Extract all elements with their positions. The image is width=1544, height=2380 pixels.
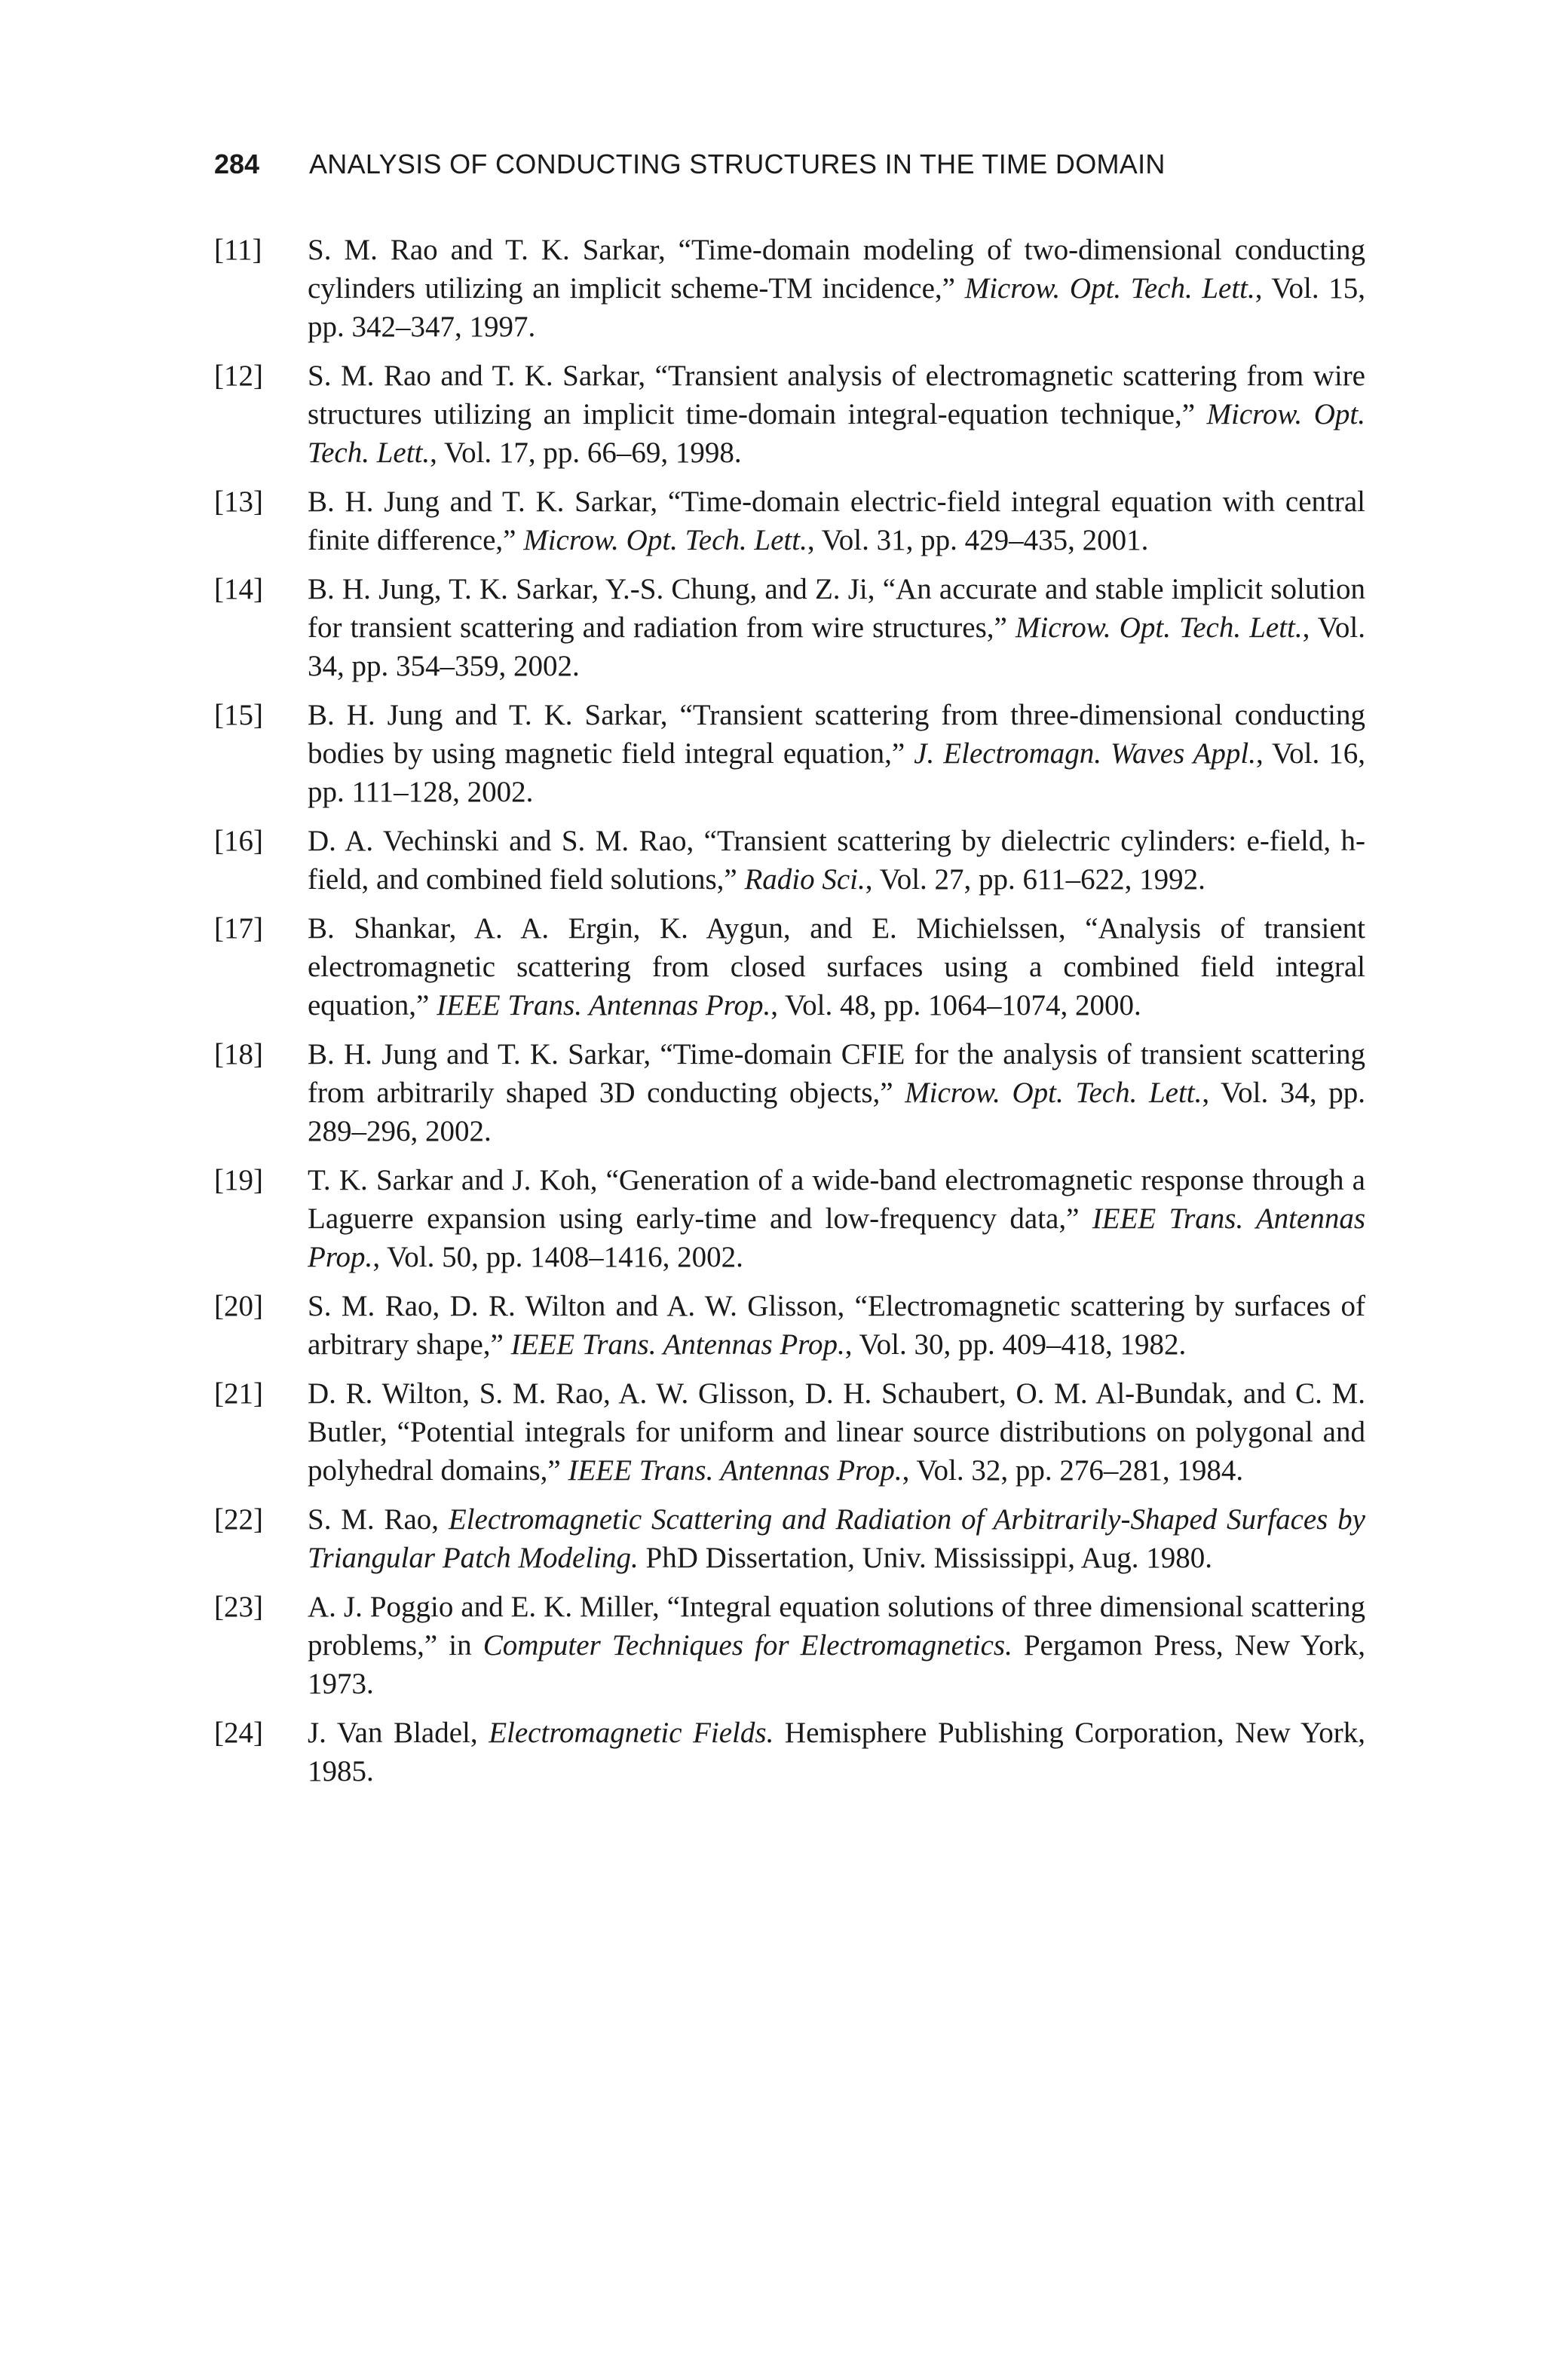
reference-number: [14] xyxy=(214,573,263,605)
reference-text xyxy=(308,909,1365,1025)
reference-number: [13] xyxy=(214,485,263,518)
reference-italic-segment: J. Electromagn. Waves Appl. xyxy=(914,737,1256,770)
reference-entry xyxy=(214,1500,1365,1577)
reference-text xyxy=(308,696,1365,811)
reference-number: [20] xyxy=(214,1290,263,1322)
reference-segment: B. Shankar, A. A. Ergin, K. Aygun, and E. Michielssen, “Analysis of transient electromagnetic scattering from closed surfaces using a combined field integral equation,” xyxy=(308,912,1365,1022)
reference-segment: J. Van Bladel, xyxy=(308,1717,489,1749)
reference-segment: , Vol. 48, pp. 1064–1074, 2000. xyxy=(770,989,1141,1022)
reference-segment: , Vol. 17, pp. 66–69, 1998. xyxy=(430,436,742,469)
reference-italic-segment: Microw. Opt. Tech. Lett. xyxy=(905,1077,1202,1109)
reference-segment: , Vol. 50, pp. 1408–1416, 2002. xyxy=(372,1241,743,1273)
reference-segment: S. M. Rao and T. K. Sarkar, “Time-domain modeling of two-dimensional conducting cylinders utilizing an implicit scheme-TM incidence,” xyxy=(308,234,1365,305)
reference-number: [16] xyxy=(214,825,263,857)
reference-italic-segment: Electromagnetic Fields. xyxy=(489,1717,774,1749)
reference-segment: , Vol. 16, pp. 111–128, 2002. xyxy=(308,737,1365,808)
reference-segment: , Vol. 30, pp. 409–418, 1982. xyxy=(844,1328,1187,1361)
reference-entry xyxy=(214,1588,1365,1703)
reference-text xyxy=(308,1161,1365,1276)
reference-text xyxy=(308,822,1365,899)
reference-entry xyxy=(214,570,1365,685)
reference-text xyxy=(308,231,1365,346)
reference-entry xyxy=(214,1035,1365,1150)
reference-italic-segment: IEEE Trans. Antennas Prop. xyxy=(510,1328,845,1361)
reference-segment: B. H. Jung and T. K. Sarkar, “Time-domain electric-field integral equation with central finite difference,” xyxy=(308,485,1365,556)
reference-entry xyxy=(214,1161,1365,1276)
running-head xyxy=(214,142,1375,187)
reference-segment: PhD Dissertation, Univ. Mississippi, Aug. 1980. xyxy=(638,1542,1213,1574)
page-number: 284 xyxy=(214,149,260,179)
reference-italic-segment: IEEE Trans. Antennas Prop. xyxy=(437,989,771,1022)
reference-segment: B. H. Jung and T. K. Sarkar, “Transient scattering from three-dimensional conducting bodies by using magnetic field integral equation,” xyxy=(308,699,1365,770)
reference-segment: , Vol. 34, pp. 289–296, 2002. xyxy=(308,1077,1365,1147)
reference-entry xyxy=(214,357,1365,472)
reference-text xyxy=(308,357,1365,472)
reference-number: [24] xyxy=(214,1717,263,1749)
reference-italic-segment: Microw. Opt. Tech. Lett. xyxy=(523,524,807,556)
reference-number: [21] xyxy=(214,1377,263,1410)
reference-number: [11] xyxy=(214,234,262,266)
reference-italic-segment: IEEE Trans. Antennas Prop. xyxy=(308,1202,1365,1273)
reference-number: [19] xyxy=(214,1164,263,1196)
reference-text xyxy=(308,570,1365,685)
reference-number: [23] xyxy=(214,1591,263,1623)
reference-text xyxy=(308,482,1365,559)
reference-italic-segment: IEEE Trans. Antennas Prop. xyxy=(568,1454,902,1487)
reference-number: [12] xyxy=(214,360,263,392)
reference-segment: S. M. Rao and T. K. Sarkar, “Transient analysis of electromagnetic scattering from wire structures utilizing an implicit time-domain integral-equation technique,” xyxy=(308,360,1365,430)
reference-text xyxy=(308,1374,1365,1490)
reference-number: [18] xyxy=(214,1038,263,1071)
reference-list xyxy=(214,231,1365,1801)
reference-entry xyxy=(214,1714,1365,1790)
reference-segment: , Vol. 27, pp. 611–622, 1992. xyxy=(865,863,1205,896)
reference-segment: , Vol. 34, pp. 354–359, 2002. xyxy=(308,611,1365,682)
reference-entry xyxy=(214,909,1365,1025)
reference-entry xyxy=(214,482,1365,559)
chapter-title: ANALYSIS OF CONDUCTING STRUCTURES IN THE TIME DOMAIN xyxy=(309,149,1166,179)
reference-text xyxy=(308,1500,1365,1577)
reference-entry xyxy=(214,696,1365,811)
reference-italic-segment: Microw. Opt. Tech. Lett. xyxy=(1015,611,1303,644)
reference-text xyxy=(308,1714,1365,1790)
reference-text xyxy=(308,1287,1365,1364)
reference-text xyxy=(308,1035,1365,1150)
reference-segment: T. K. Sarkar and J. Koh, “Generation of a wide-band electromagnetic response through a Laguerre expansion using early-time and low-frequency data,” xyxy=(308,1164,1365,1235)
reference-italic-segment: Microw. Opt. Tech. Lett. xyxy=(964,272,1255,305)
reference-number: [17] xyxy=(214,912,263,945)
reference-segment: S. M. Rao, xyxy=(308,1503,449,1536)
reference-segment: A. J. Poggio and E. K. Miller, “Integral equation solutions of three dimensional scattering problems,” in xyxy=(308,1591,1365,1662)
reference-number: [15] xyxy=(214,699,263,731)
reference-entry xyxy=(214,231,1365,346)
reference-segment: D. A. Vechinski and S. M. Rao, “Transient scattering by dielectric cylinders: e-field, h-field, and combined field solutions,” xyxy=(308,825,1365,896)
reference-italic-segment: Computer Techniques for Electromagnetics. xyxy=(482,1629,1012,1662)
reference-segment: B. H. Jung and T. K. Sarkar, “Time-domain CFIE for the analysis of transient scattering from arbitrarily shaped 3D conducting objects,” xyxy=(308,1038,1365,1109)
reference-segment: S. M. Rao, D. R. Wilton and A. W. Glisson, “Electromagnetic scattering by surfaces of arbitrary shape,” xyxy=(308,1290,1365,1361)
reference-italic-segment: Microw. Opt. Tech. Lett. xyxy=(308,398,1366,469)
reference-segment: , Vol. 31, pp. 429–435, 2001. xyxy=(807,524,1149,556)
reference-text xyxy=(308,1588,1365,1703)
reference-segment: D. R. Wilton, S. M. Rao, A. W. Glisson, D. H. Schaubert, O. M. Al-Bundak, and C. M. Butler, “Potential integrals for uniform and linear source distributions on polygonal and polyhedral domains,” xyxy=(308,1377,1365,1487)
reference-segment: Pergamon Press, New York, 1973. xyxy=(308,1629,1365,1700)
reference-number: [22] xyxy=(214,1503,263,1536)
reference-entry xyxy=(214,1287,1365,1364)
reference-entry xyxy=(214,822,1365,899)
reference-segment: , Vol. 32, pp. 276–281, 1984. xyxy=(902,1454,1244,1487)
reference-italic-segment: Electromagnetic Scattering and Radiation of Arbitrarily-Shaped Surfaces by Triangular Patch Modeling. xyxy=(308,1503,1365,1574)
reference-segment: Hemisphere Publishing Corporation, New York, 1985. xyxy=(308,1717,1365,1787)
reference-segment: B. H. Jung, T. K. Sarkar, Y.-S. Chung, and Z. Ji, “An accurate and stable implicit solution for transient scattering and radiation from wire structures,” xyxy=(308,573,1365,644)
reference-italic-segment: Radio Sci. xyxy=(744,863,865,896)
reference-entry xyxy=(214,1374,1365,1490)
reference-segment: , Vol. 15, pp. 342–347, 1997. xyxy=(308,272,1365,343)
